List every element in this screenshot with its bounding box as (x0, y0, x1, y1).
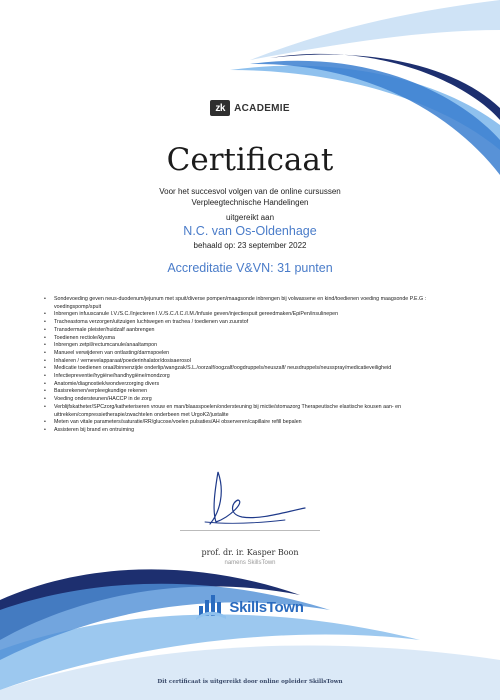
list-item: • Sondevoeding geven neus-duodenum/jejunum met spuit/diverse pompen/maagsonde inbrengen bij volwassene en kind/toedienen voeding maagsonde P.E.G : voedingspomp/spuit (42, 296, 467, 311)
footer-text: Dit certificaat is uitgereikt door online opleider SkillsTown (157, 679, 343, 685)
list-item: • Verblijfskatheter/SPCzorg/katheteriseren vrouw en man/blaasspoelen/ondersteuning bij mictie/stomazorg Therapeutische elastische kousen aan- en uittrekken/compressietherapie/zwachtelen onderbeen met UrgoK2/juxtalite (42, 404, 467, 419)
list-item: • Medicatie toedienen oraal/binnenzijde onderlip/wangzak/S.L./oorzalf/oogzalf/oogdruppels/neuszalf/ neusdruppels/neusspray/medicatieveiligheid (42, 365, 467, 373)
list-item: • Tracheastoma verzorgen/uitzuigen luchtwegen en trachea / toedienen van zuurstof (42, 319, 467, 327)
list-item: • Anatomie/diagnostiek/wondverzorging divers (42, 381, 467, 389)
skillstown-logo-icon (196, 592, 226, 620)
certificate-title: Certificaat (166, 142, 334, 178)
issued-label: uitgereikt aan (225, 213, 275, 222)
handwritten-signature (190, 462, 310, 532)
signer-name: prof. dr. ir. Kasper Boon (201, 548, 299, 557)
list-item: • Basisrekenen/verpleegkundige rekenen (42, 388, 467, 396)
list-item: • Inhaleren / vernevelapparaat/poederinhalator/dosisaerosol (42, 358, 467, 366)
zk-academie-logo (0, 100, 500, 116)
list-item: • Inbrengen infuuscanule I.V./S.C./Injecteren I.V./S.C./I.C./I.M./Infusie geven/injectiespuit gereedmaken/EpiPen/insulinepen (42, 311, 467, 319)
intro-text (0, 186, 500, 208)
signer-subtitle: namens SkillsTown (224, 560, 276, 566)
accreditation-points: Accreditatie V&VN: 31 punten (167, 261, 333, 275)
list-item: • Transdermale pleister/huidzalf aanbrengen (42, 327, 467, 335)
completion-date: behaald op: 23 september 2022 (193, 241, 307, 250)
list-item: • Voeding ondersteunen/HACCP in de zorg (42, 396, 467, 404)
list-item: • Manueel verwijderen van ontlasting/darmspoelen (42, 350, 467, 358)
brand-name: SkillsTown (229, 599, 304, 616)
top-light-swoosh (250, 0, 500, 60)
list-item: • Assisteren bij brand en ontruiming (42, 427, 467, 435)
zk-logo-mark: zk (210, 100, 230, 116)
signature-line (180, 530, 320, 531)
list-item: • Inbrengen zetpil/rectumcanule/anaaltampon (42, 342, 467, 350)
logo-text: ACADEMIE (234, 102, 290, 114)
list-item: • Infectiepreventie/hygiëne/handhygiëne/mondzorg (42, 373, 467, 381)
list-item: • Meten van vitale parameters/saturatie/RR/glucose/voelen pulsaties/AH observeren/capillaire refill bepalen (42, 419, 467, 427)
list-item: • Toedienen rectiole/klysma (42, 335, 467, 343)
intro-line-2: Verpleegtechnische Handelingen (191, 198, 309, 207)
skills-list (42, 296, 467, 435)
skillstown-logo (0, 592, 500, 620)
recipient-name: N.C. van Os-Oldenhage (183, 224, 317, 238)
intro-line-1: Voor het succesvol volgen van de online cursussen (159, 187, 341, 196)
